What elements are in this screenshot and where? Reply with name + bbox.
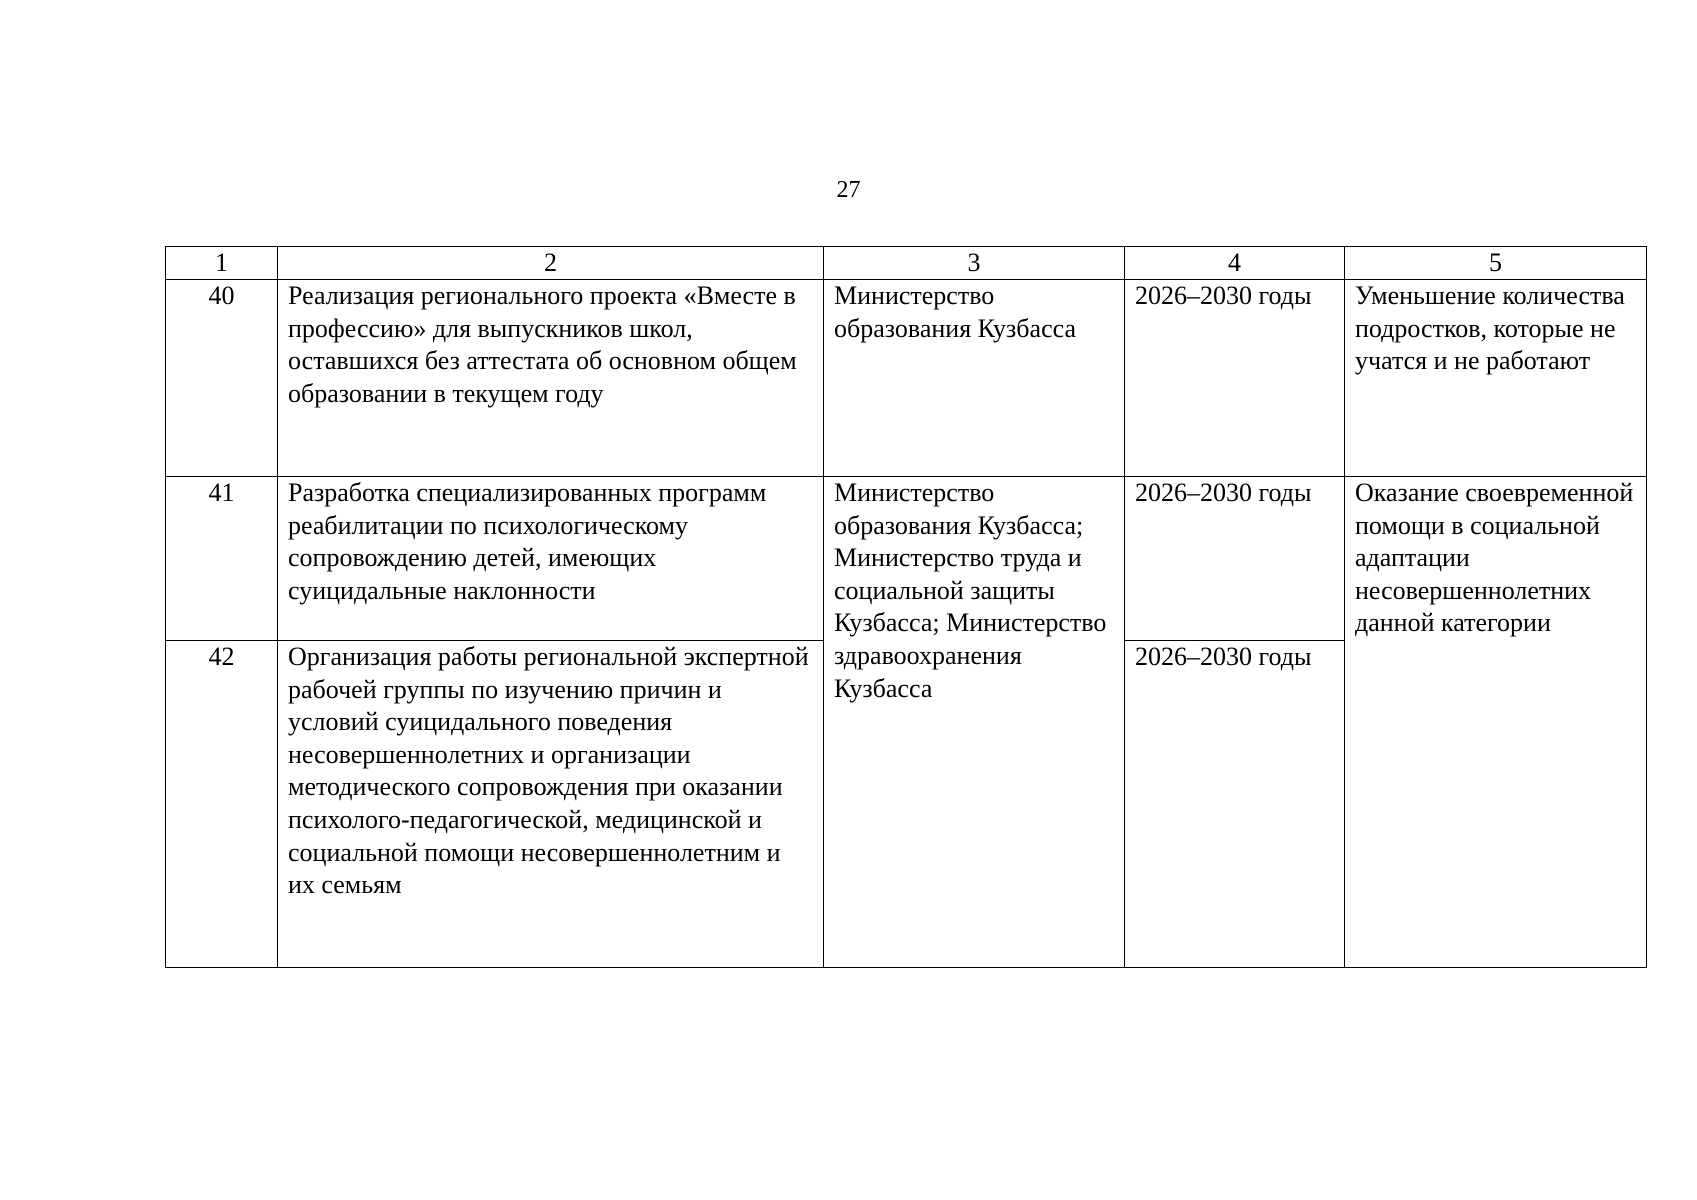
page-number: 27 xyxy=(836,177,861,203)
header-cell-2: 2 xyxy=(278,247,824,280)
row-number: 40 xyxy=(166,280,278,477)
measure-cell: Разработка специализированных программ реабилитации по психологическому сопровождению детей, имеющих суицидальные наклонности xyxy=(278,477,824,641)
period-cell: 2026–2030 годы xyxy=(1125,641,1345,968)
executor-cell: Министерство образования Кузбасса; Министерство труда и социальной защиты Кузбасса; Министерство здравоохранения Кузбасса xyxy=(824,477,1125,968)
table-row xyxy=(166,477,1647,641)
header-cell-3: 3 xyxy=(824,247,1125,280)
result-cell: Оказание своевременной помощи в социальной адаптации несовершеннолетних данной категории xyxy=(1345,477,1647,968)
row-number: 41 xyxy=(166,477,278,641)
result-cell: Уменьшение количества подростков, которые не учатся и не работают xyxy=(1345,280,1647,477)
period-cell: 2026–2030 годы xyxy=(1125,280,1345,477)
executor-cell: Министерство образования Кузбасса xyxy=(824,280,1125,477)
measures-table xyxy=(165,246,1647,968)
measure-cell: Реализация регионального проекта «Вместе в профессию» для выпускников школ, оставшихся без аттестата об основном общем образовании в текущем году xyxy=(278,280,824,477)
header-cell-5: 5 xyxy=(1345,247,1647,280)
measure-cell: Организация работы региональной экспертной рабочей группы по изучению причин и условий суицидального поведения несовершеннолетних и организации методического сопровождения при оказании психолого-педагогической, медицинской и социальной помощи несовершеннолетним и их семьям xyxy=(278,641,824,968)
row-number: 42 xyxy=(166,641,278,968)
header-cell-4: 4 xyxy=(1125,247,1345,280)
table-header-row xyxy=(166,247,1647,280)
period-cell: 2026–2030 годы xyxy=(1125,477,1345,641)
table-row xyxy=(166,280,1647,477)
header-cell-1: 1 xyxy=(166,247,278,280)
